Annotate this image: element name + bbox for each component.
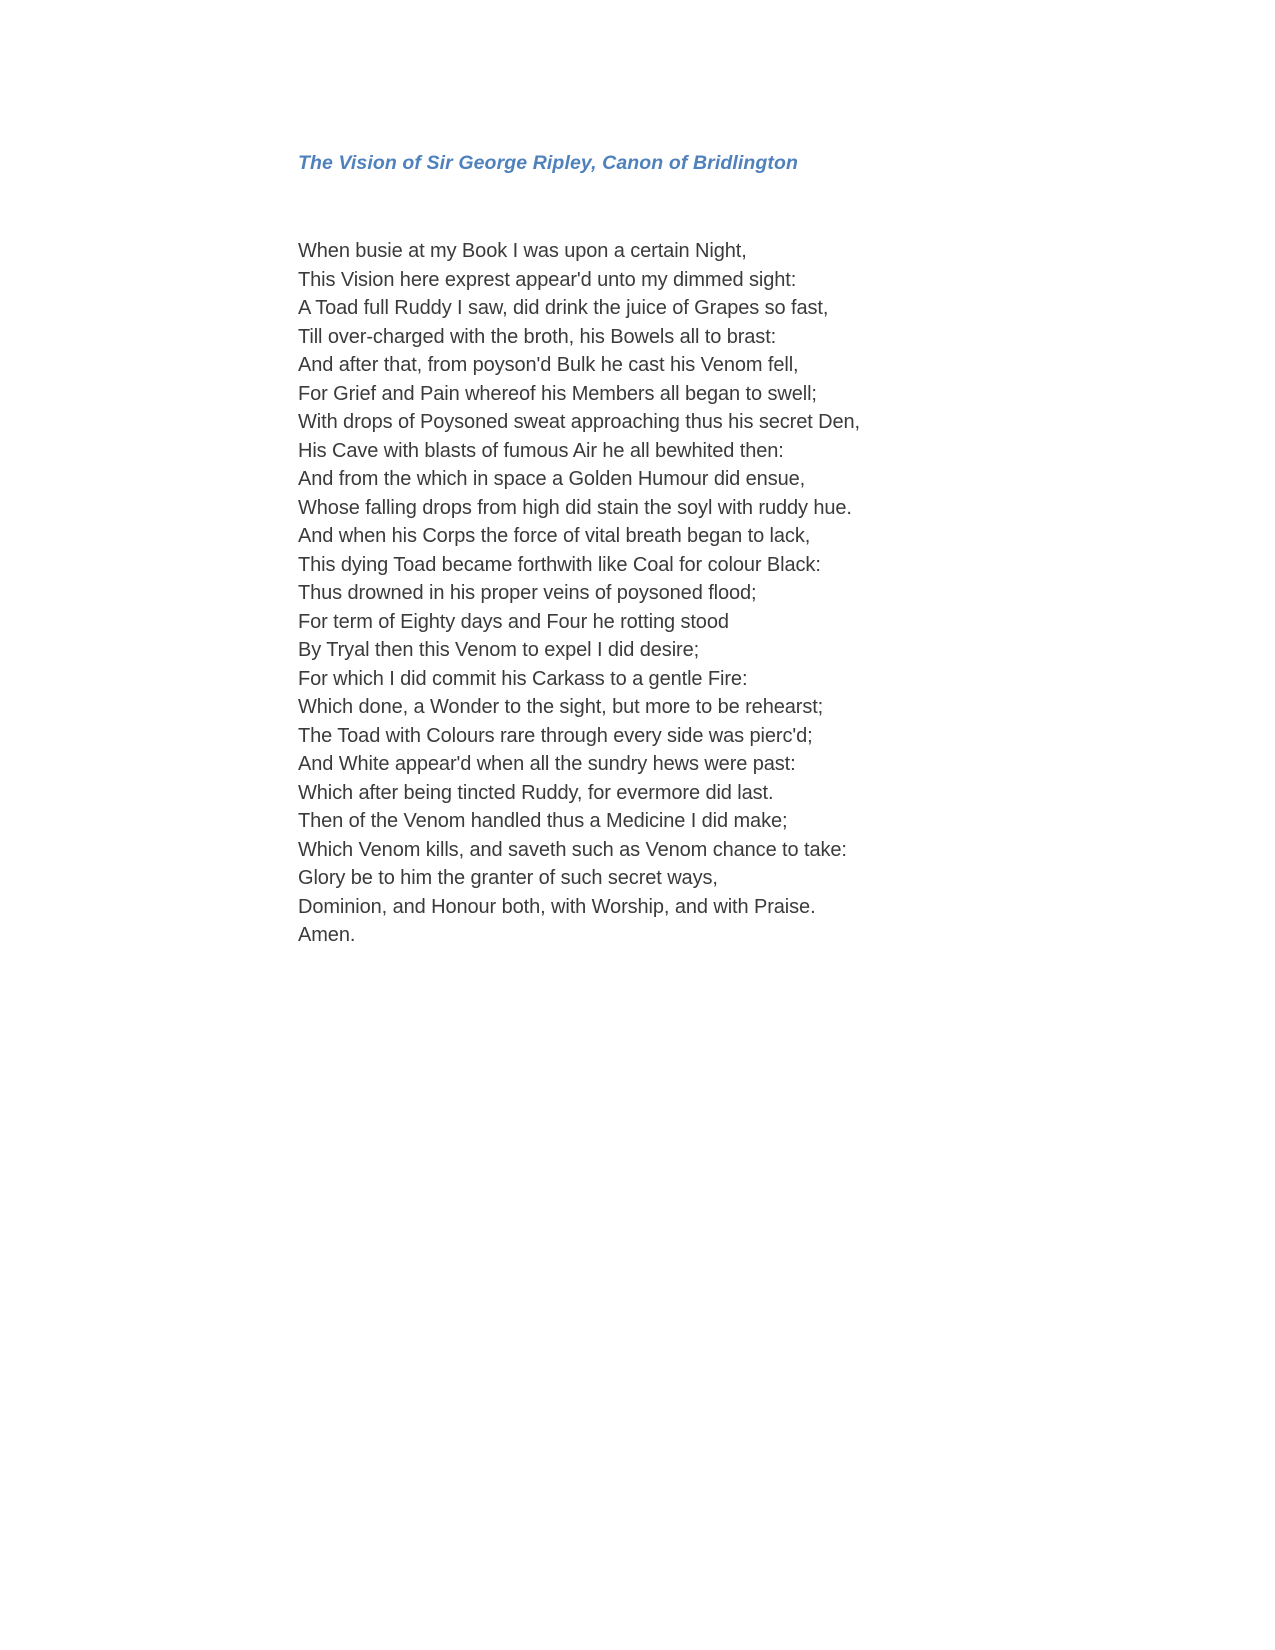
poem-line: The Toad with Colours rare through every side was pierc'd; xyxy=(298,724,813,747)
poem-body xyxy=(298,237,860,950)
poem-line: With drops of Poysoned sweat approaching thus his secret Den, xyxy=(298,411,860,433)
poem-line: Thus drowned in his proper veins of poysoned flood; xyxy=(298,582,757,604)
poem-line: Glory be to him the granter of such secret ways, xyxy=(298,867,718,889)
poem-title: The Vision of Sir George Ripley, Canon of Bridlington xyxy=(298,152,799,174)
poem-line: His Cave with blasts of fumous Air he all bewhited then: xyxy=(298,439,784,462)
poem-line: This dying Toad became forthwith like Coal for colour Black: xyxy=(298,553,821,576)
poem-line: And White appear'd when all the sundry hews were past: xyxy=(298,753,796,775)
poem-line: And from the which in space a Golden Humour did ensue, xyxy=(298,468,806,490)
poem-line: Which Venom kills, and saveth such as Venom chance to take: xyxy=(298,838,847,861)
poem-line: A Toad full Ruddy I saw, did drink the juice of Grapes so fast, xyxy=(298,297,829,319)
poem-line: Which after being tincted Ruddy, for evermore did last. xyxy=(298,781,774,804)
poem-line: Till over-charged with the broth, his Bowels all to brast: xyxy=(298,325,777,348)
poem-line: And when his Corps the force of vital breath began to lack, xyxy=(298,525,811,547)
poem-line: This Vision here exprest appear'd unto my dimmed sight: xyxy=(298,268,797,291)
poem-line: For Grief and Pain whereof his Members all began to swell; xyxy=(298,382,817,405)
poem-line: For term of Eighty days and Four he rotting stood xyxy=(298,610,729,633)
poem-line: Which done, a Wonder to the sight, but more to be rehearst; xyxy=(298,696,824,718)
poem-line: For which I did commit his Carkass to a gentle Fire: xyxy=(298,667,748,690)
poem-line: Whose falling drops from high did stain the soyl with ruddy hue. xyxy=(298,496,852,519)
poem-line: When busie at my Book I was upon a certain Night, xyxy=(298,240,747,262)
poem-line: And after that, from poyson'd Bulk he cast his Venom fell, xyxy=(298,354,799,376)
poem-line: Then of the Venom handled thus a Medicine I did make; xyxy=(298,810,788,832)
poem-line: Amen. xyxy=(298,924,356,946)
poem-line: By Tryal then this Venom to expel I did desire; xyxy=(298,639,700,661)
poem-line: Dominion, and Honour both, with Worship, and with Praise. xyxy=(298,895,816,918)
